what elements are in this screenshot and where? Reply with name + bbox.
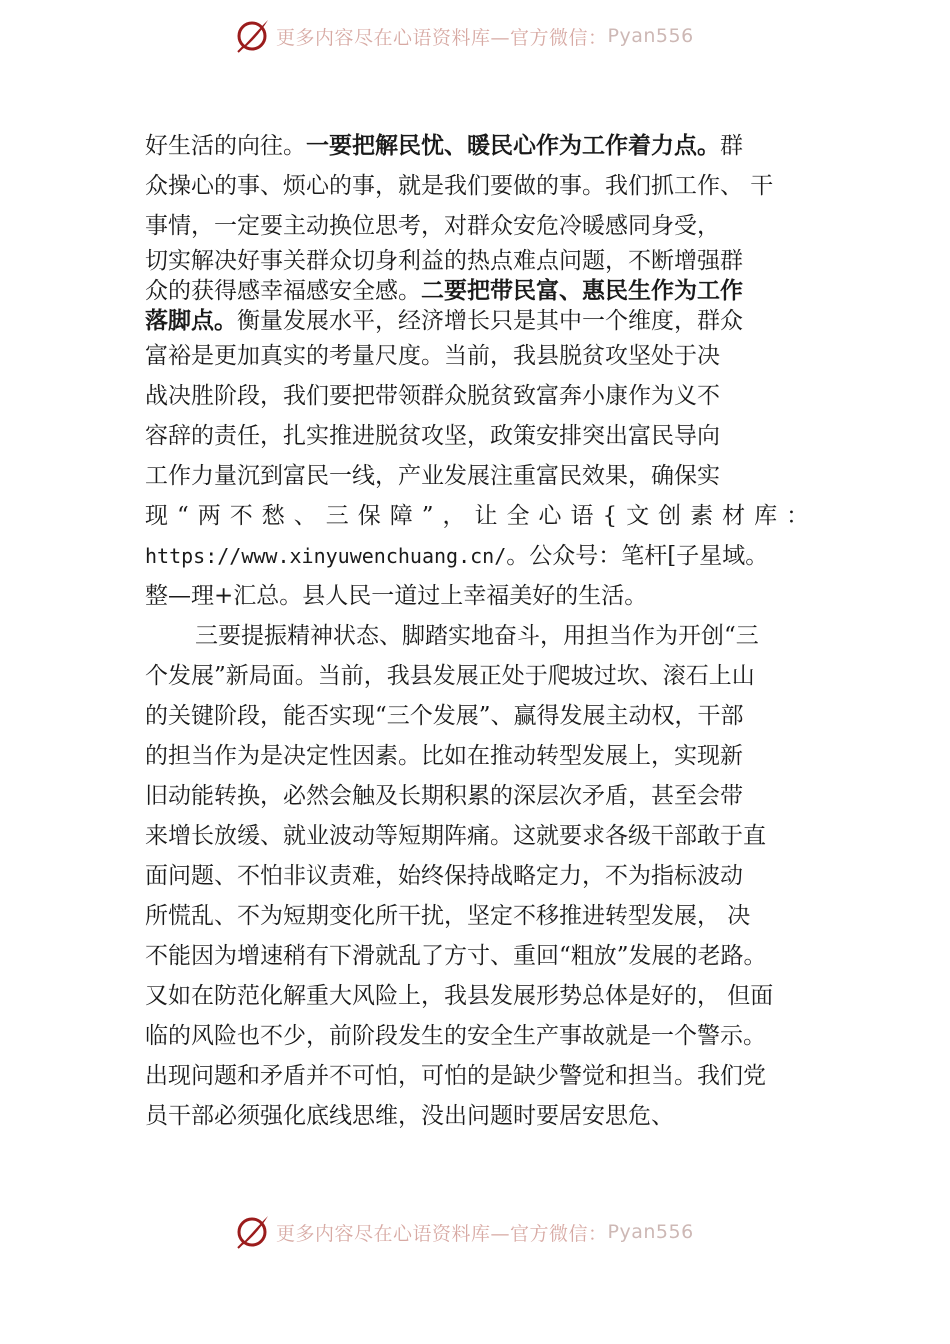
quill-logo-icon: [232, 16, 272, 56]
text-line: 员干部必须强化底线思维，没出问题时要居安思危、: [145, 1103, 674, 1129]
text-line: 又如在防范化解重大风险上，我县发展形势总体是好的， 但面: [145, 983, 774, 1009]
text-line: 面问题、不怕非议责难，始终保持战略定力，不为指标波动: [145, 863, 743, 889]
footer-text: 更多内容尽在心语资料库—官方微信：: [276, 1222, 608, 1245]
text-line: 众的获得感幸福感安全感。二要把带民富、惠民生作为工作: [145, 278, 743, 304]
text-line: 落脚点。衡量发展水平，经济增长只是其中一个维度，群众: [145, 308, 743, 334]
text-line: 工作力量沉到富民一线，产业发展注重富民效果，确保实: [145, 463, 720, 489]
text-line: 的关键阶段，能否实现“三个发展”、赢得发展主动权，干部: [145, 703, 744, 729]
text-line: 容辞的责任，扎实推进脱贫攻坚，政策安排突出富民导向: [145, 423, 720, 449]
text-line: 战决胜阶段，我们要把带领群众脱贫致富奔小康作为义不: [145, 383, 720, 409]
text-line: 现“两不愁、三保障”，让全心语{文创素材库：: [145, 503, 819, 529]
footer-banner: [0, 1210, 950, 1254]
footer-wechat-id: Pyan556: [607, 1221, 694, 1243]
quill-logo-icon: [232, 1212, 272, 1252]
text-line: 切实解决好事关群众切身利益的热点难点问题，不断增强群: [145, 248, 743, 274]
text-line: 整—理+汇总。县人民一道过上幸福美好的生活。: [145, 583, 648, 609]
text-line: 临的风险也不少，前阶段发生的安全生产事故就是一个警示。: [145, 1023, 766, 1049]
text-line: 个发展”新局面。当前，我县发展正处于爬坡过坎、滚石上山: [145, 663, 755, 689]
header-wechat-id: Pyan556: [607, 25, 694, 47]
text-line: 的担当作为是决定性因素。比如在推动转型发展上，实现新: [145, 743, 743, 769]
document-body: [145, 126, 825, 1136]
text-line: 众操心的事、烦心的事，就是我们要做的事。我们抓工作、 干: [145, 173, 774, 199]
header-banner: [0, 14, 950, 58]
text-line: 富裕是更加真实的考量尺度。当前，我县脱贫攻坚处于决: [145, 343, 720, 369]
paragraph-start: 三要提振精神状态、脚踏实地奋斗，用担当作为开创“三: [195, 623, 759, 649]
text-line: 不能因为增速稍有下滑就乱了方寸、重回“粗放”发展的老路。: [145, 943, 767, 969]
text-line: 事情，一定要主动换位思考，对群众安危冷暖感同身受，: [145, 213, 720, 239]
text-line: 好生活的向往。一要把解民忧、暖民心作为工作着力点。群: [145, 133, 743, 159]
text-line: 所慌乱、不为短期变化所干扰，坚定不移推进转型发展， 决: [145, 903, 751, 929]
header-text: 更多内容尽在心语资料库—官方微信：: [276, 26, 608, 49]
text-line: 出现问题和矛盾并不可怕，可怕的是缺少警觉和担当。我们党: [145, 1063, 766, 1089]
text-line: 来增长放缓、就业波动等短期阵痛。这就要求各级干部敢于直: [145, 823, 766, 849]
text-line: https://www.xinyuwenchuang.cn/。公众号：笔杆[子星域。: [145, 543, 769, 569]
text-line: 旧动能转换，必然会触及长期积累的深层次矛盾，甚至会带: [145, 783, 743, 809]
